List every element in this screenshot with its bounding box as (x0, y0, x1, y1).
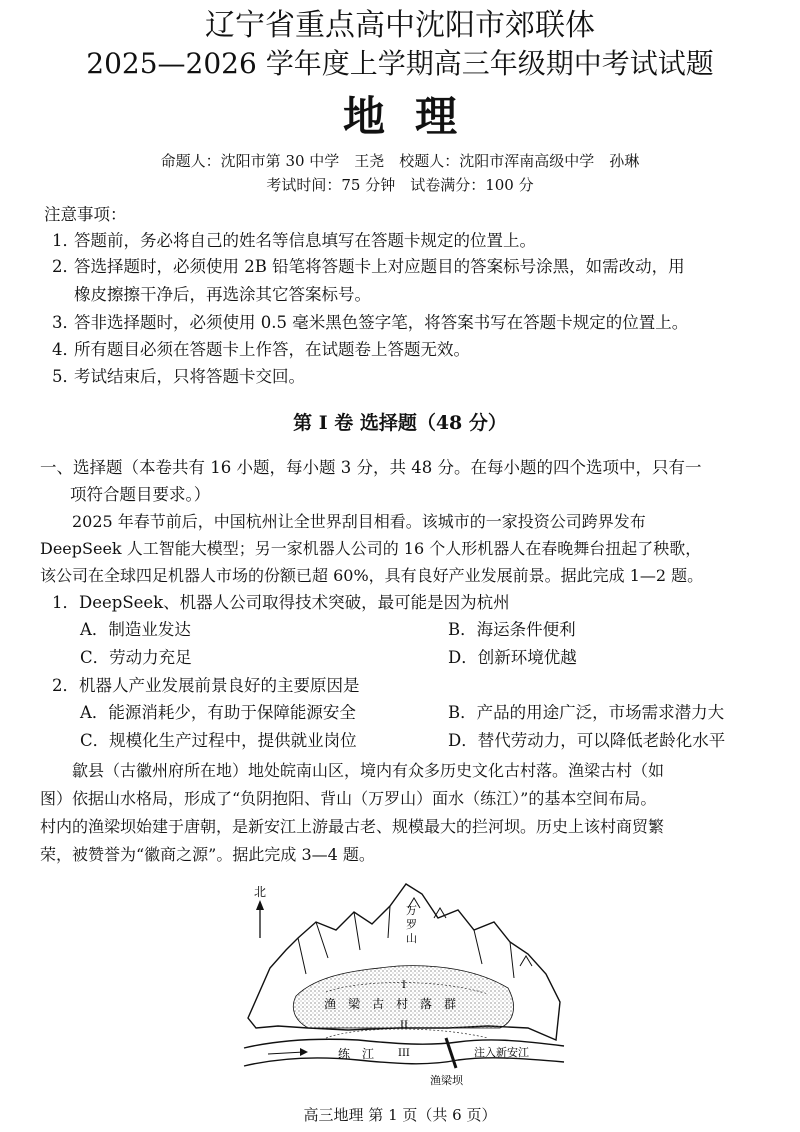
part-heading-continuation: 项符合题目要求。） (70, 485, 211, 504)
note-item (52, 337, 768, 363)
part-heading (40, 454, 768, 508)
note-text: 答非选择题时，必须使用 0.5 毫米黑色签字笔，将答案书写在答题卡规定的位置上。 (74, 313, 689, 332)
mountain-label-2: 罗 (406, 918, 417, 931)
authors-line: 命题人：沈阳市第 30 中学 王尧 校题人：沈阳市浑南高级中学 孙琳 (160, 152, 640, 170)
north-label: 北 (254, 885, 267, 899)
note-number: 2． (52, 257, 79, 276)
subject-title: 地理 (342, 92, 487, 141)
zone-label-3: III (398, 1048, 410, 1059)
q2-option-c: C．规模化生产过程中，提供就业岗位 (80, 731, 357, 750)
river-label: 练 江 (338, 1047, 375, 1061)
passage-line: DeepSeek 人工智能大模型；另一家机器人公司的 16 个人形机器人在春晚舞台扭起了秧歌， (40, 539, 702, 558)
note-text: 橡皮擦擦干净后，再选涂其它答案标号。 (74, 285, 371, 304)
exam-title-line2: 2025—2026 学年度上学期高三年级期中考试试题 (86, 47, 714, 80)
village-label: 渔 梁 古 村 落 群 (324, 997, 457, 1011)
q1-option-c: C．劳动力充足 (80, 648, 192, 667)
q2-option-a: A．能源消耗少，有助于保障能源安全 (80, 703, 356, 722)
dam-label: 渔梁坝 (430, 1074, 463, 1087)
passage-line: 村内的渔梁坝始建于唐朝，是新安江上游最古老、规模最大的拦河坝。历史上该村商贸繁 (40, 817, 665, 836)
outflow-label: 注入新安江 (474, 1046, 529, 1059)
note-item-continuation (52, 282, 768, 308)
note-number: 4． (52, 340, 79, 359)
passage-line: 荣，被赞誉为“徽商之源”。据此完成 3—4 题。 (40, 845, 375, 864)
note-text: 所有题目必须在答题卡上作答，在试题卷上答题无效。 (74, 340, 470, 359)
page-footer: 高三地理 第 1 页（共 6 页） (303, 1106, 497, 1124)
note-text: 答选择题时，必须使用 2B 铅笔将答题卡上对应题目的答案标号涂黑，如需改动，用 (74, 257, 685, 276)
section-title: 第 I 卷 选择题（48 分） (293, 412, 507, 434)
flow-arrow-icon (268, 1048, 308, 1056)
note-number: 3． (52, 313, 79, 332)
yuliang-village-map (238, 878, 568, 1098)
passage-line: 该公司在全球四足机器人市场的份额已超 60%，具有良好产业发展前景。据此完成 1—2 题。 (40, 566, 704, 585)
note-text: 答题前，务必将自己的姓名等信息填写在答题卡规定的位置上。 (74, 231, 536, 250)
q2-option-b: B．产品的用途广泛，市场需求潜力大 (448, 703, 725, 722)
question-stem-2: 2．机器人产业发展前景良好的主要原因是 (52, 676, 360, 695)
q1-option-a: A．制造业发达 (80, 620, 191, 639)
zone-label-1: I (402, 980, 406, 991)
note-item (52, 228, 768, 254)
river-bank (244, 1058, 564, 1066)
zone-label-2: II (400, 1020, 408, 1031)
question-stem-1: 1．DeepSeek、机器人公司取得技术突破，最可能是因为杭州 (52, 593, 510, 612)
q2-option-d: D．替代劳动力，可以降低老龄化水平 (448, 731, 726, 750)
q1-option-d: D．创新环境优越 (448, 648, 577, 667)
note-item (52, 310, 768, 336)
note-item (52, 254, 768, 280)
exam-info-line: 考试时间：75 分钟 试卷满分：100 分 (266, 176, 534, 194)
q1-option-b: B．海运条件便利 (448, 620, 576, 639)
note-number: 1． (52, 231, 79, 250)
note-text: 考试结束后，只将答题卡交回。 (74, 367, 305, 386)
passage-line: 图）依据山水格局，形成了“负阴抱阳、背山（万罗山）面水（练江）”的基本空间布局。 (40, 789, 657, 808)
mountain-label-1: 万 (406, 904, 417, 917)
note-number: 5． (52, 367, 79, 386)
passage-line: 2025 年春节前后，中国杭州让全世界刮目相看。该城市的一家投资公司跨界发布 (72, 512, 646, 531)
note-item (52, 364, 768, 390)
passage-line: 歙县（古徽州府所在地）地处皖南山区，境内有众多历史文化古村落。渔梁古村（如 (72, 761, 665, 780)
mountain-label-3: 山 (406, 932, 417, 945)
north-arrow-icon (256, 900, 264, 938)
exam-title-line1: 辽宁省重点高中沈阳市郊联体 (205, 8, 595, 43)
part-heading-text: 一、选择题（本卷共有 16 小题，每小题 3 分，共 48 分。在每小题的四个选项中，只有一 (40, 458, 702, 477)
notes-heading: 注意事项： (44, 205, 127, 224)
